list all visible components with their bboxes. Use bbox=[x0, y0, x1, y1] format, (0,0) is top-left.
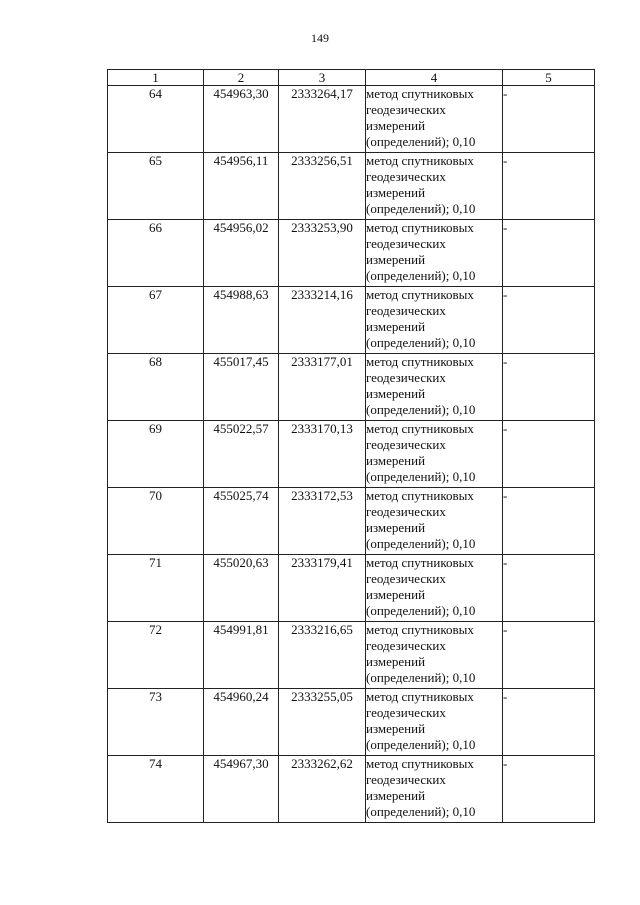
note-cell: - bbox=[503, 756, 595, 823]
method-cell bbox=[366, 622, 503, 689]
method-line: измерений bbox=[366, 788, 426, 803]
method-line: геодезических bbox=[366, 236, 446, 251]
column-header: 3 bbox=[279, 70, 366, 86]
y-coordinate-cell: 2333264,17 bbox=[279, 86, 366, 153]
method-line: метод спутниковых bbox=[366, 555, 474, 570]
point-number-cell: 74 bbox=[108, 756, 204, 823]
point-number-cell: 67 bbox=[108, 287, 204, 354]
note-cell: - bbox=[503, 153, 595, 220]
column-header: 1 bbox=[108, 70, 204, 86]
y-coordinate-cell: 2333262,62 bbox=[279, 756, 366, 823]
note-cell: - bbox=[503, 354, 595, 421]
method-line: геодезических bbox=[366, 303, 446, 318]
method-line: метод спутниковых bbox=[366, 488, 474, 503]
note-cell: - bbox=[503, 421, 595, 488]
point-number-cell: 69 bbox=[108, 421, 204, 488]
method-line: измерений bbox=[366, 520, 426, 535]
method-line: (определений); 0,10 bbox=[366, 201, 476, 216]
x-coordinate-cell: 455022,57 bbox=[204, 421, 279, 488]
method-line: метод спутниковых bbox=[366, 220, 474, 235]
x-coordinate-cell: 454956,02 bbox=[204, 220, 279, 287]
note-cell: - bbox=[503, 287, 595, 354]
y-coordinate-cell: 2333172,53 bbox=[279, 488, 366, 555]
x-coordinate-cell: 454956,11 bbox=[204, 153, 279, 220]
table-row bbox=[108, 86, 595, 153]
method-line: измерений bbox=[366, 587, 426, 602]
method-line: измерений bbox=[366, 118, 426, 133]
table-row bbox=[108, 488, 595, 555]
point-number-cell: 65 bbox=[108, 153, 204, 220]
method-line: метод спутниковых bbox=[366, 153, 474, 168]
method-line: (определений); 0,10 bbox=[366, 469, 476, 484]
method-line: метод спутниковых bbox=[366, 622, 474, 637]
method-line: измерений bbox=[366, 319, 426, 334]
x-coordinate-cell: 454960,24 bbox=[204, 689, 279, 756]
method-line: геодезических bbox=[366, 102, 446, 117]
x-coordinate-cell: 454967,30 bbox=[204, 756, 279, 823]
column-header: 4 bbox=[366, 70, 503, 86]
method-line: (определений); 0,10 bbox=[366, 737, 476, 752]
y-coordinate-cell: 2333170,13 bbox=[279, 421, 366, 488]
table-row bbox=[108, 555, 595, 622]
x-coordinate-cell: 455017,45 bbox=[204, 354, 279, 421]
method-line: (определений); 0,10 bbox=[366, 804, 476, 819]
method-line: (определений); 0,10 bbox=[366, 134, 476, 149]
method-line: геодезических bbox=[366, 370, 446, 385]
method-line: геодезических bbox=[366, 705, 446, 720]
x-coordinate-cell: 454963,30 bbox=[204, 86, 279, 153]
method-line: измерений bbox=[366, 721, 426, 736]
method-line: геодезических bbox=[366, 571, 446, 586]
method-line: геодезических bbox=[366, 437, 446, 452]
note-cell: - bbox=[503, 86, 595, 153]
method-cell bbox=[366, 756, 503, 823]
method-cell bbox=[366, 421, 503, 488]
point-number-cell: 68 bbox=[108, 354, 204, 421]
note-cell: - bbox=[503, 488, 595, 555]
method-line: измерений bbox=[366, 185, 426, 200]
point-number-cell: 73 bbox=[108, 689, 204, 756]
table-row bbox=[108, 354, 595, 421]
method-line: метод спутниковых bbox=[366, 689, 474, 704]
y-coordinate-cell: 2333177,01 bbox=[279, 354, 366, 421]
note-cell: - bbox=[503, 622, 595, 689]
method-line: геодезических bbox=[366, 504, 446, 519]
method-line: измерений bbox=[366, 252, 426, 267]
y-coordinate-cell: 2333253,90 bbox=[279, 220, 366, 287]
method-line: (определений); 0,10 bbox=[366, 536, 476, 551]
note-cell: - bbox=[503, 689, 595, 756]
method-line: измерений bbox=[366, 453, 426, 468]
table-row bbox=[108, 689, 595, 756]
x-coordinate-cell: 454988,63 bbox=[204, 287, 279, 354]
point-number-cell: 66 bbox=[108, 220, 204, 287]
coordinates-table bbox=[107, 69, 595, 823]
method-line: (определений); 0,10 bbox=[366, 335, 476, 350]
method-cell bbox=[366, 555, 503, 622]
method-cell bbox=[366, 153, 503, 220]
method-line: измерений bbox=[366, 654, 426, 669]
method-cell bbox=[366, 287, 503, 354]
method-line: метод спутниковых bbox=[366, 287, 474, 302]
table-row bbox=[108, 153, 595, 220]
column-header: 5 bbox=[503, 70, 595, 86]
table-row bbox=[108, 287, 595, 354]
table-row bbox=[108, 421, 595, 488]
method-line: геодезических bbox=[366, 169, 446, 184]
y-coordinate-cell: 2333256,51 bbox=[279, 153, 366, 220]
note-cell: - bbox=[503, 555, 595, 622]
method-line: метод спутниковых bbox=[366, 421, 474, 436]
point-number-cell: 71 bbox=[108, 555, 204, 622]
point-number-cell: 72 bbox=[108, 622, 204, 689]
y-coordinate-cell: 2333214,16 bbox=[279, 287, 366, 354]
method-cell bbox=[366, 220, 503, 287]
column-header: 2 bbox=[204, 70, 279, 86]
y-coordinate-cell: 2333255,05 bbox=[279, 689, 366, 756]
method-line: метод спутниковых bbox=[366, 756, 474, 771]
point-number-cell: 70 bbox=[108, 488, 204, 555]
method-line: геодезических bbox=[366, 772, 446, 787]
y-coordinate-cell: 2333179,41 bbox=[279, 555, 366, 622]
note-cell: - bbox=[503, 220, 595, 287]
method-cell bbox=[366, 488, 503, 555]
point-number-cell: 64 bbox=[108, 86, 204, 153]
x-coordinate-cell: 455025,74 bbox=[204, 488, 279, 555]
method-line: (определений); 0,10 bbox=[366, 402, 476, 417]
method-line: (определений); 0,10 bbox=[366, 670, 476, 685]
table-header-row bbox=[108, 70, 595, 86]
method-line: (определений); 0,10 bbox=[366, 268, 476, 283]
method-cell bbox=[366, 86, 503, 153]
x-coordinate-cell: 454991,81 bbox=[204, 622, 279, 689]
method-line: метод спутниковых bbox=[366, 86, 474, 101]
table-row bbox=[108, 220, 595, 287]
x-coordinate-cell: 455020,63 bbox=[204, 555, 279, 622]
table-row bbox=[108, 756, 595, 823]
method-line: измерений bbox=[366, 386, 426, 401]
y-coordinate-cell: 2333216,65 bbox=[279, 622, 366, 689]
method-line: метод спутниковых bbox=[366, 354, 474, 369]
method-cell bbox=[366, 354, 503, 421]
method-cell bbox=[366, 689, 503, 756]
method-line: (определений); 0,10 bbox=[366, 603, 476, 618]
method-line: геодезических bbox=[366, 638, 446, 653]
page-number: 149 bbox=[311, 31, 329, 45]
table-row bbox=[108, 622, 595, 689]
